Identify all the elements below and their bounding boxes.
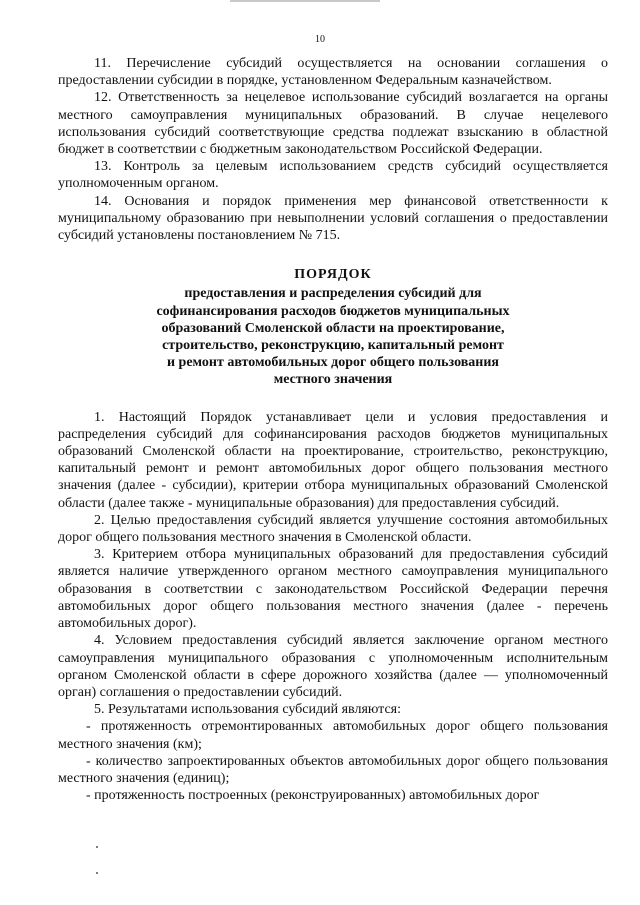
paragraph-3: 3. Критерием отбора муниципальных образований для предоставления субсидий является наличие утвержденного органом местного самоуправления муниципального образования в соответствии с законодательством Российской Федерации перечня автомобильных дорог общего пользования местного значения (далее - перечень автомобильных дорог). bbox=[58, 547, 608, 632]
scan-speck bbox=[96, 846, 98, 848]
paragraph-5: 5. Результатами использования субсидий являются: bbox=[94, 702, 402, 718]
section-subtitle bbox=[58, 285, 608, 388]
subtitle-line: строительство, реконструкцию, капитальный ремонт bbox=[162, 338, 504, 354]
document-body bbox=[58, 55, 608, 804]
subtitle-line: софинансирования расходов бюджетов муниципальных bbox=[156, 303, 510, 319]
subtitle-line: образований Смоленской области на проектирование, bbox=[161, 320, 505, 336]
subtitle-line: и ремонт автомобильных дорог общего пользования bbox=[166, 355, 500, 371]
subtitle-line: местного значения bbox=[273, 372, 393, 388]
list-item-result-3: - протяженность построенных (реконструированных) автомобильных дорог bbox=[86, 788, 540, 804]
page-number: 10 bbox=[315, 34, 325, 45]
paragraph-1: 1. Настоящий Порядок устанавливает цели и условия предоставления и распределения субсидий для софинансирования расходов бюджетов муниципальных образований Смоленской области на проектирование, строительство, реконструкцию, капитальный ремонт и ремонт автомобильных дорог общего пользования местного значения (далее - субсидии), критерии отбора муниципальных образований Смоленской области (далее также - муниципальные образования) для предоставления субсидий. bbox=[58, 409, 608, 511]
subtitle-line: предоставления и распределения субсидий для bbox=[184, 286, 482, 302]
scan-artifact bbox=[230, 0, 380, 2]
list-item-result-2: - количество запроектированных объектов автомобильных дорог общего пользования местного значения (единиц); bbox=[58, 753, 608, 786]
paragraph-11: 11. Перечисление субсидий осуществляется на основании соглашения о предоставлении субсидии в порядке, установленном Федеральным казначейством. bbox=[58, 56, 608, 89]
paragraph-4: 4. Условием предоставления субсидий является заключение органом местного самоуправления муниципального образования с уполномоченным исполнительным органом Смоленской области в сфере дорожного хозяйства (далее — уполномоченный орган) соглашения о предоставлении субсидий. bbox=[58, 633, 608, 700]
section-title: ПОРЯДОК bbox=[294, 267, 372, 283]
paragraph-13: 13. Контроль за целевым использованием средств субсидий осуществляется уполномоченным органом. bbox=[58, 159, 608, 192]
paragraph-14: 14. Основания и порядок применения мер финансовой ответственности к муниципальному образованию при невыполнении условий соглашения о предоставлении субсидий установлены постановлением № 715. bbox=[58, 193, 608, 244]
paragraph-2: 2. Целью предоставления субсидий является улучшение состояния автомобильных дорог общего пользования местного значения в Смоленской области. bbox=[58, 512, 608, 546]
paragraph-12: 12. Ответственность за нецелевое использование субсидий возлагается на органы местного самоуправления муниципальных образований. В случае нецелевого использования субсидий соответствующие средства подлежат взысканию в областной бюджет в соответствии с бюджетным законодательством Российской Федерации. bbox=[58, 90, 608, 158]
scan-speck bbox=[96, 872, 98, 874]
list-item-result-1: - протяженность отремонтированных автомобильных дорог общего пользования местного значения (км); bbox=[58, 719, 608, 752]
spacer bbox=[58, 389, 608, 409]
